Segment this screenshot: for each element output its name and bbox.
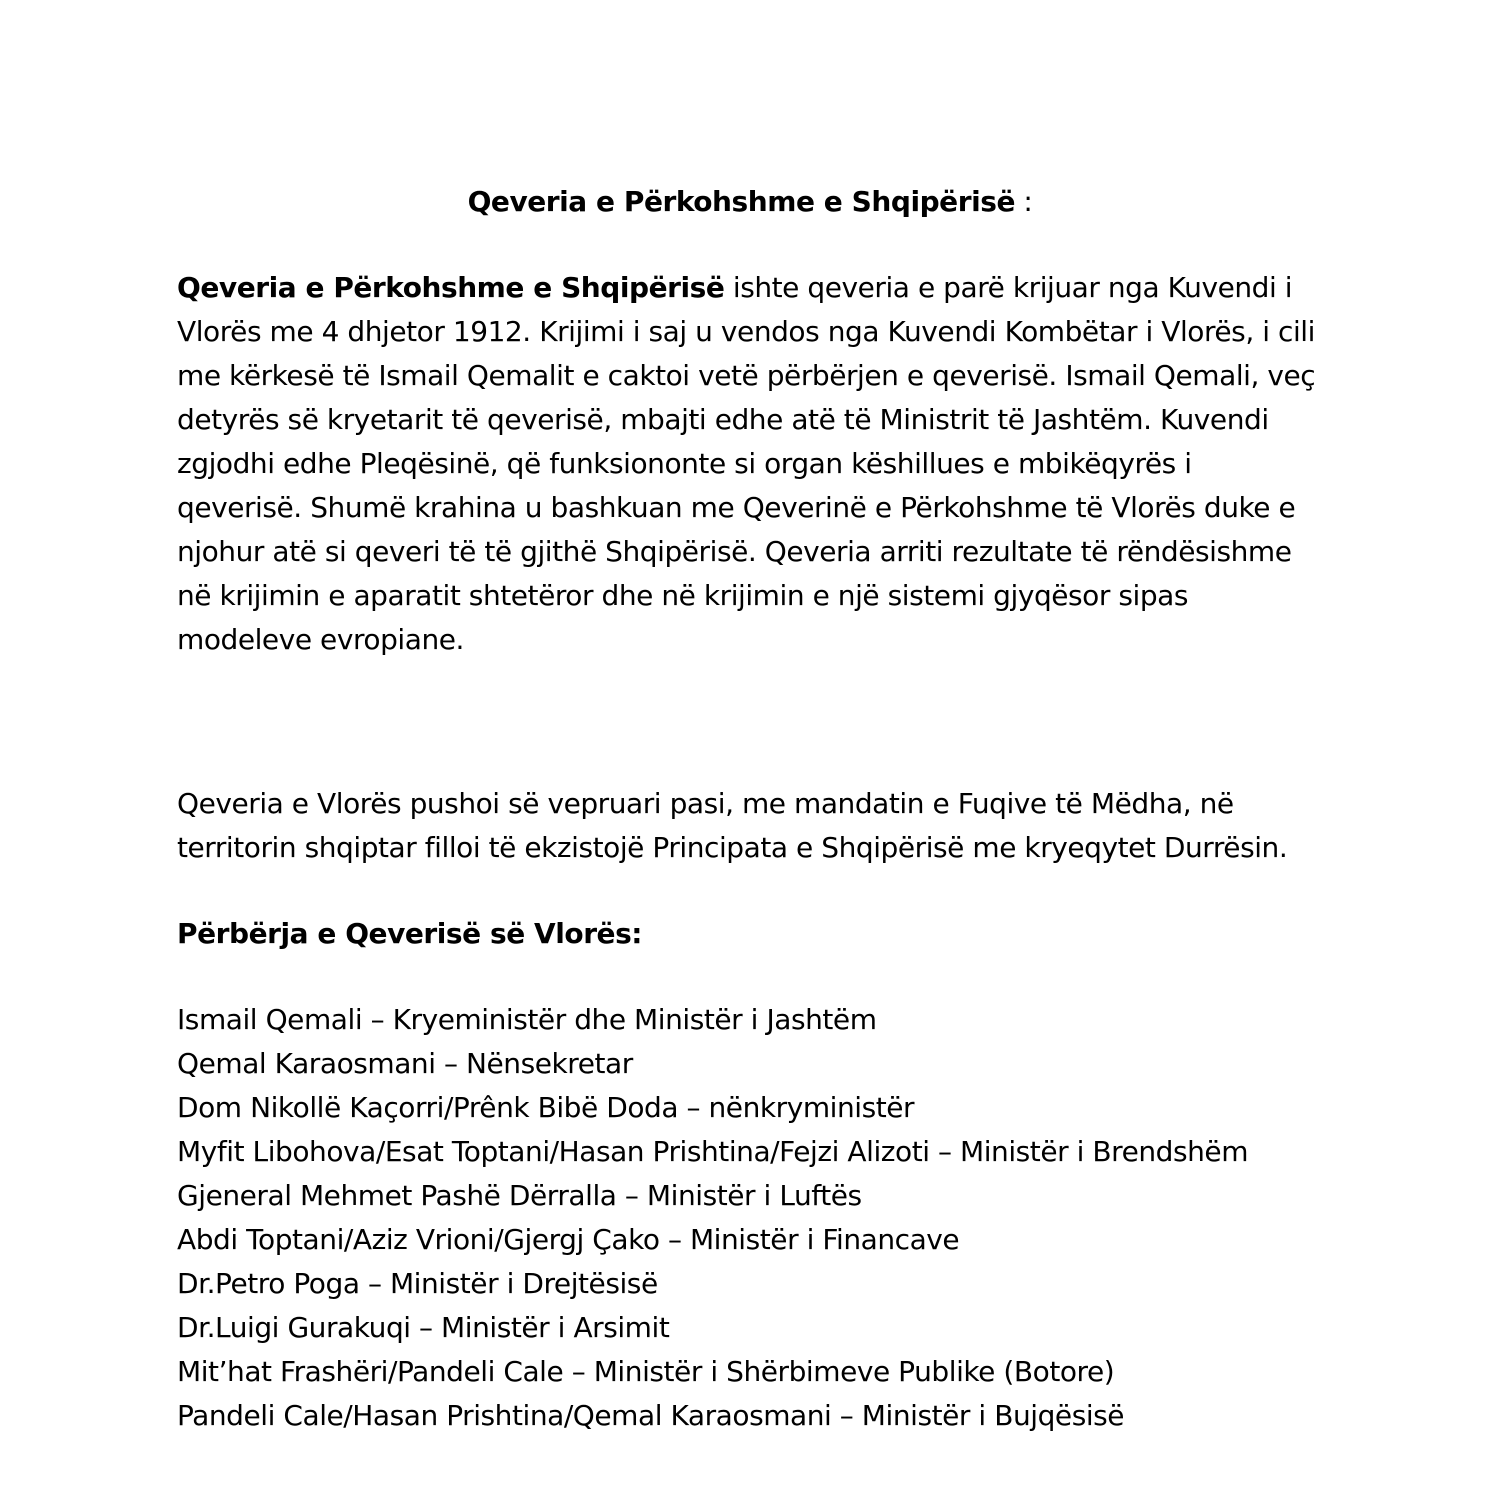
member-item: Dr.Luigi Gurakuqi – Ministër i Arsimit [177, 1311, 670, 1344]
member-item: Dr.Petro Poga – Ministër i Drejtësisë [177, 1267, 658, 1300]
title-text: Qeveria e Përkohshme e Shqipërisë [467, 185, 1015, 218]
document-body [177, 180, 1323, 1438]
member-item: Ismail Qemali – Kryeministër dhe Ministër i Jashtëm [177, 1003, 877, 1036]
member-item: Pandeli Cale/Hasan Prishtina/Qemal Karaosmani – Ministër i Bujqësisë [177, 1399, 1125, 1432]
document-title [177, 180, 1323, 224]
members-list [177, 998, 1323, 1438]
member-item: Dom Nikollë Kaçorri/Prênk Bibë Doda – nënkryministër [177, 1091, 915, 1124]
intro-bold-lead: Qeveria e Përkohshme e Shqipërisë [177, 271, 725, 304]
title-suffix: : [1014, 185, 1033, 218]
dissolution-paragraph: Qeveria e Vlorës pushoi së vepruari pasi, me mandatin e Fuqive të Mëdha, në territorin shqiptar filloi të ekzistojë Principata e Shqipërisë me kryeqytet Durrësin. [177, 787, 1288, 864]
member-item: Qemal Karaosmani – Nënsekretar [177, 1047, 633, 1080]
member-item: Mit’hat Frashëri/Pandeli Cale – Ministër i Shërbimeve Publike (Botore) [177, 1355, 1115, 1388]
member-item: Gjeneral Mehmet Pashë Dërralla – Ministër i Luftës [177, 1179, 862, 1212]
composition-heading: Përbërja e Qeverisë së Vlorës: [177, 917, 643, 950]
member-item: Abdi Toptani/Aziz Vrioni/Gjergj Çako – Ministër i Financave [177, 1223, 960, 1256]
intro-text: ishte qeveria e parë krijuar nga Kuvendi i Vlorës me 4 dhjetor 1912. Krijimi i saj u vendos nga Kuvendi Kombëtar i Vlorës, i cili me kërkesë të Ismail Qemalit e caktoi vetë përbërjen e qeverisë. Ismail Qemali, veç detyrës së kryetarit të qeverisë, mbajti edhe atë të Ministrit të Jashtëm. Kuvendi zgjodhi edhe Pleqësinë, që funksiononte si organ këshillues e mbikëqyrës i qeverisë. Shumë krahina u bashkuan me Qeverinë e Përkohshme të Vlorës duke e njohur atë si qeveri të të gjithë Shqipërisë. Qeveria arriti rezultate të rëndësishme në krijimin e aparatit shtetëror dhe në krijimin e një sistemi gjyqësor sipas modeleve evropiane. [177, 271, 1316, 656]
member-item: Myfit Libohova/Esat Toptani/Hasan Prishtina/Fejzi Alizoti – Ministër i Brendshëm [177, 1135, 1249, 1168]
intro-paragraph [177, 266, 1323, 662]
